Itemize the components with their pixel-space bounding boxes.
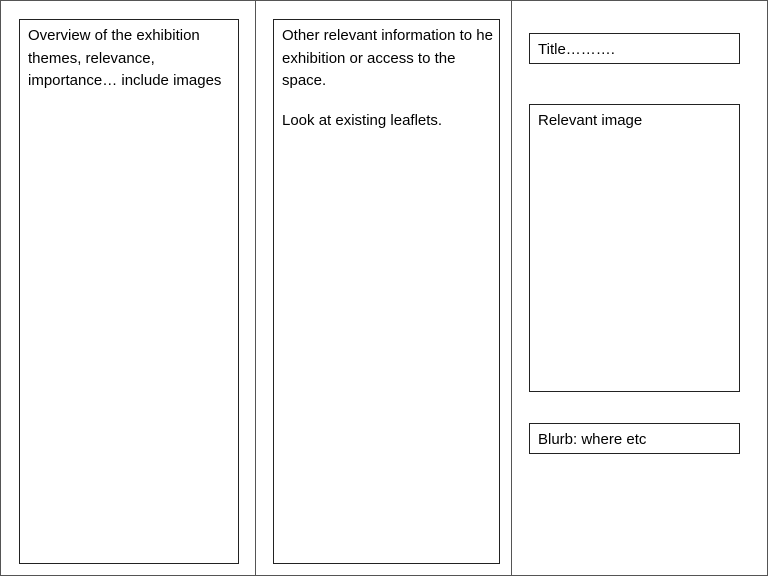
other-info-text: Other relevant information to he exhibition or access to the space. bbox=[282, 27, 493, 89]
leaflets-note: Look at existing leaflets. bbox=[282, 111, 443, 129]
fold-line-1 bbox=[255, 0, 256, 576]
title-box bbox=[529, 33, 740, 64]
overview-text: Overview of the exhibition themes, relevance, importance… include images bbox=[28, 27, 222, 89]
image-placeholder bbox=[529, 104, 740, 392]
blurb-box bbox=[529, 423, 740, 454]
title-text: Title………. bbox=[538, 41, 615, 58]
blurb-text: Blurb: where etc bbox=[538, 431, 647, 448]
spacer bbox=[282, 93, 493, 110]
overview-panel bbox=[19, 19, 239, 564]
fold-line-2 bbox=[511, 0, 512, 576]
image-label: Relevant image bbox=[538, 112, 643, 129]
other-info-panel bbox=[273, 19, 500, 564]
